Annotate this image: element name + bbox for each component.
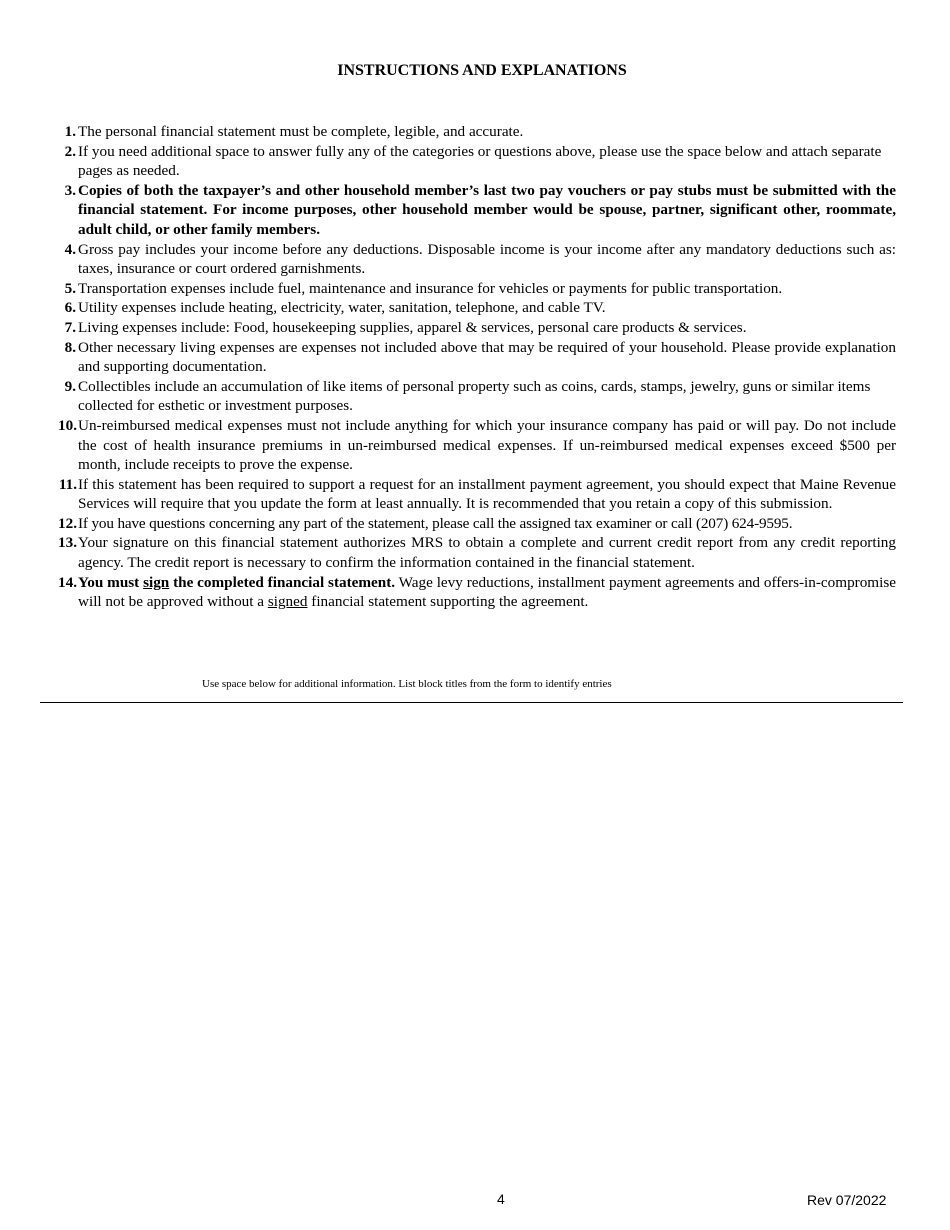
instruction-text: Utility expenses include heating, electricity, water, sanitation, telephone, and cable TV. (78, 299, 606, 317)
instruction-text: The personal financial statement must be complete, legible, and accurate. (78, 123, 524, 140)
instruction-item-1 (42, 122, 896, 142)
instruction-item-13 (42, 533, 896, 572)
instruction-item-9 (42, 377, 896, 416)
instruction-number: 6. (64, 299, 76, 317)
instruction-text: Un-reimbursed medical expenses must not include anything for which your insurance company has paid or will pay. Do not include the cost of health insurance premiums in un-reimbursed medical expenses. If un-reimbursed medical expenses exceed $500 per month, include receipts to prove the expense. (78, 416, 896, 474)
instruction-number: 3. (64, 181, 76, 199)
instruction-number: 8. (64, 338, 76, 356)
sign-emphasis: sign (143, 573, 170, 591)
instruction-number: 2. (64, 142, 76, 160)
instruction-list (42, 122, 896, 612)
instruction-item-6 (42, 298, 896, 318)
instruction-item-5 (42, 279, 896, 299)
instruction-text: If this statement has been required to support a request for an installment payment agreement, you should expect that Maine Revenue Services will require that you update the form at least annually. It is recommended that you retain a copy of this submission. (78, 475, 896, 513)
instruction-item-11 (42, 475, 896, 514)
instruction-text: Other necessary living expenses are expenses not included above that may be required of your household. Please provide explanation and supporting documentation. (78, 338, 896, 376)
instruction-text: Living expenses include: Food, housekeeping supplies, apparel & services, personal care products & services. (78, 318, 747, 336)
instruction-text: Copies of both the taxpayer’s and other household member’s last two pay vouchers or pay stubs must be submitted with the financial statement. For income purposes, other household member would be spouse, partner, significant other, roommate, adult child, or other family members. (78, 181, 896, 238)
instruction-text (78, 573, 896, 612)
instruction-item-10 (42, 416, 896, 475)
instruction-item-3 (42, 181, 896, 240)
instruction-number: 5. (64, 279, 76, 297)
instruction-item-8 (42, 338, 896, 377)
signature-requirement-tail: the completed financial statement. (169, 573, 396, 591)
instruction-number: 10. (58, 416, 77, 434)
instruction-text: Collectibles include an accumulation of like items of personal property such as coins, cards, stamps, jewelry, guns or similar items collected for esthetic or investment purposes. (78, 377, 871, 415)
signature-requirement-lead: You must (78, 573, 144, 591)
instruction-item-12 (42, 514, 896, 534)
instruction-item-7 (42, 318, 896, 338)
instruction-item-2 (42, 142, 896, 181)
instruction-text: Gross pay includes your income before any deductions. Disposable income is your income after any mandatory deductions such as: taxes, insurance or court ordered garnishments. (78, 240, 896, 278)
additional-info-divider (40, 702, 903, 703)
approval-condition-tail: financial statement supporting the agreement. (307, 593, 589, 611)
instruction-number: 14. (58, 573, 77, 591)
instruction-text: If you need additional space to answer fully any of the categories or questions above, please use the space below and attach separate pages as needed. (78, 142, 882, 180)
instruction-number: 13. (58, 534, 77, 552)
instruction-number: 7. (64, 318, 76, 336)
instruction-text: If you have questions concerning any part of the statement, please call the assigned tax examiner or call (207) 624-9595. (78, 514, 793, 532)
page-title: INSTRUCTIONS AND EXPLANATIONS (337, 62, 627, 79)
instruction-item-14 (42, 573, 896, 612)
revision-label: Rev 07/2022 (807, 1192, 887, 1208)
additional-info-note: Use space below for additional information. List block titles from the form to identify entries (202, 678, 612, 690)
instruction-number: 12. (58, 514, 77, 532)
instruction-text: Your signature on this financial statement authorizes MRS to obtain a complete and current credit report from any credit reporting agency. The credit report is necessary to confirm the information contained in the financial statement. (78, 534, 896, 572)
approval-condition-text: Wage levy reductions, installment payment agreements and offers-in-compromise will not be approved without a (78, 573, 896, 611)
signed-emphasis: signed (267, 593, 308, 611)
instruction-number: 11. (58, 475, 77, 493)
page-number: 4 (497, 1191, 505, 1207)
instruction-number: 9. (64, 377, 76, 395)
instruction-number: 1. (64, 123, 76, 140)
instruction-number: 4. (64, 240, 76, 258)
instruction-item-4 (42, 240, 896, 279)
instruction-text: Transportation expenses include fuel, maintenance and insurance for vehicles or payments for public transportation. (78, 279, 783, 297)
